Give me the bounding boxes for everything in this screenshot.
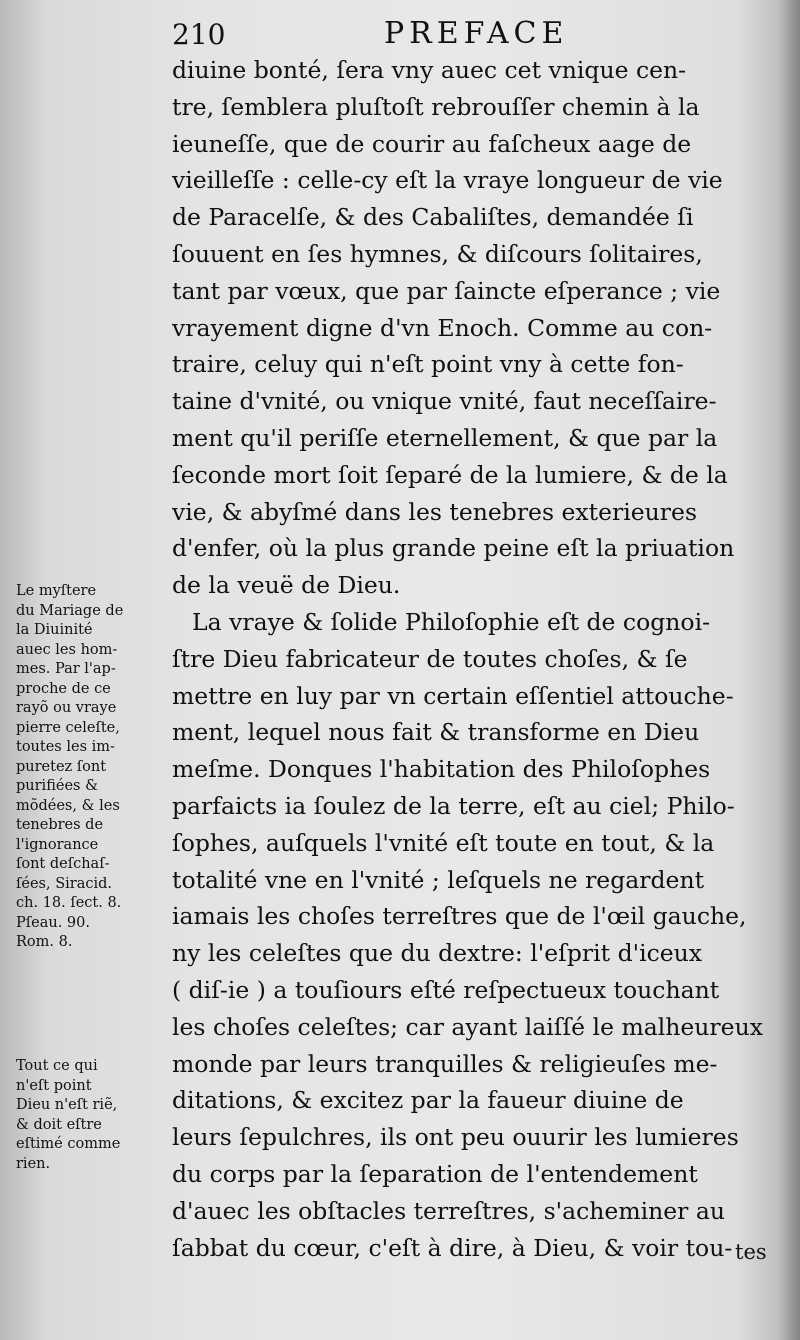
margin-note-line: Le myſtere xyxy=(16,583,97,599)
text-line: ſabbat du cœur, c'eſt à dire, à Dieu, & voir tou- xyxy=(172,1233,733,1262)
text-line: vie, & abyſmé dans les tenebres exterieures xyxy=(172,497,697,526)
running-title: PREFACE xyxy=(384,16,569,51)
text-line: iamais les choſes terreſtres que de l'œil gauche, xyxy=(172,902,747,931)
text-line: ny les celeſtes que du dextre: l'eſprit d'iceux xyxy=(172,939,703,968)
margin-note-line: purifiées & xyxy=(16,778,98,794)
text-line: vrayement digne d'vn Enoch. Comme au con- xyxy=(172,313,713,342)
margin-note-line: la Diuinité xyxy=(16,622,93,638)
text-line: traire, celuy qui n'eſt point vny à cette fon- xyxy=(172,350,684,379)
text-line: ſophes, auſquels l'vnité eſt toute en tout, & la xyxy=(172,828,715,857)
margin-note-line: n'eſt point xyxy=(16,1077,92,1094)
margin-note-line: proche de ce xyxy=(16,680,111,697)
text-line: monde par leurs tranquilles & religieuſes me- xyxy=(172,1049,718,1078)
margin-note-line: eſtimé comme xyxy=(16,1136,121,1152)
running-header xyxy=(172,12,762,54)
margin-note-line: puretez ſont xyxy=(16,758,107,775)
catchword: tes xyxy=(735,1240,767,1264)
text-line: totalité vne en l'vnité ; leſquels ne regardent xyxy=(172,865,705,894)
body-text xyxy=(172,52,772,1266)
margin-note-line: & doit eſtre xyxy=(16,1116,102,1133)
text-line: ieuneſſe, que de courir au faſcheux aage de xyxy=(172,129,692,158)
text-line: ſouuent en ſes hymnes, & diſcours ſolitaires, xyxy=(172,239,703,268)
margin-note-line: auec les hom- xyxy=(16,641,118,658)
text-line: ſeconde mort ſoit ſeparé de la lumiere, & de la xyxy=(172,460,728,489)
text-line: meſme. Donques l'habitation des Philoſophes xyxy=(172,755,711,784)
page-number: 210 xyxy=(172,18,226,51)
margin-note-line: mõdées, & les xyxy=(16,797,120,814)
margin-note-line: Dieu n'eſt riẽ, xyxy=(16,1097,118,1113)
margin-note-line: pierre celeſte, xyxy=(16,719,120,736)
page-edge-shadow xyxy=(778,0,800,1340)
margin-note-line: ch. 18. ſect. 8. xyxy=(16,895,122,911)
text-line: mettre en luy par vn certain eſſentiel attouche- xyxy=(172,681,734,710)
text-line: ment, lequel nous fait & transforme en Dieu xyxy=(172,718,700,747)
text-line: tant par vœux, que par ſaincte eſperance ; vie xyxy=(172,276,721,305)
text-line: du corps par la ſeparation de l'entendement xyxy=(172,1159,698,1188)
margin-note-line: rayõ ou vraye xyxy=(16,700,117,716)
margin-note-line: ſées, Siracid. xyxy=(16,875,112,892)
margin-note-line: l'ignorance xyxy=(16,836,99,853)
text-line: parfaicts ia ſoulez de la terre, eſt au ciel; Philo- xyxy=(172,791,735,820)
text-line: diuine bonté, ſera vny auec cet vnique cen- xyxy=(172,56,687,84)
text-line: de Paracelſe, & des Cabaliſtes, demandée ſi xyxy=(172,203,694,232)
text-line: tre, ſemblera pluſtoſt rebrouſſer chemin à la xyxy=(172,92,700,121)
margin-note-line: du Mariage de xyxy=(16,602,124,619)
text-line: ſtre Dieu fabricateur de toutes choſes, & ſe xyxy=(172,644,688,673)
margin-note-line: rien. xyxy=(16,1155,51,1172)
text-line: de la veuë de Dieu. xyxy=(172,571,401,600)
text-line: leurs ſepulchres, ils ont peu ouurir les lumieres xyxy=(172,1123,739,1152)
text-line: ment qu'il periſſe eternellement, & que par la xyxy=(172,423,718,452)
margin-note-line: mes. Par l'ap- xyxy=(16,661,116,677)
margin-note-line: tenebres de xyxy=(16,817,104,833)
text-line: d'auec les obſtacles terreſtres, s'acheminer au xyxy=(172,1196,726,1225)
text-line: d'enfer, où la plus grande peine eſt la priuation xyxy=(172,534,735,563)
paragraph-first-line: La vraye & ſolide Philoſophie eſt de cognoi- xyxy=(192,607,711,636)
text-line: ( diſ-ie ) a touſiours eſté reſpectueux touchant xyxy=(172,975,720,1004)
margin-note-line: Rom. 8. xyxy=(16,934,73,950)
margin-note-line: ſont deſchaſ- xyxy=(16,856,110,872)
text-line: vieilleſſe : celle-cy eſt la vraye longueur de vie xyxy=(172,166,723,195)
margin-note-line: Tout ce qui xyxy=(16,1058,98,1074)
margin-note-nothing xyxy=(16,1057,176,1174)
text-line: taine d'vnité, ou vnique vnité, faut neceſſaire- xyxy=(172,387,717,416)
margin-note-line: Pſeau. 90. xyxy=(16,914,90,931)
margin-note-line: toutes les im- xyxy=(16,739,115,755)
text-line: les choſes celeſtes; car ayant laiſſé le malheureux xyxy=(172,1012,763,1041)
margin-note-mystery xyxy=(16,582,176,953)
text-line: ditations, & excitez par la faueur diuine de xyxy=(172,1086,684,1115)
